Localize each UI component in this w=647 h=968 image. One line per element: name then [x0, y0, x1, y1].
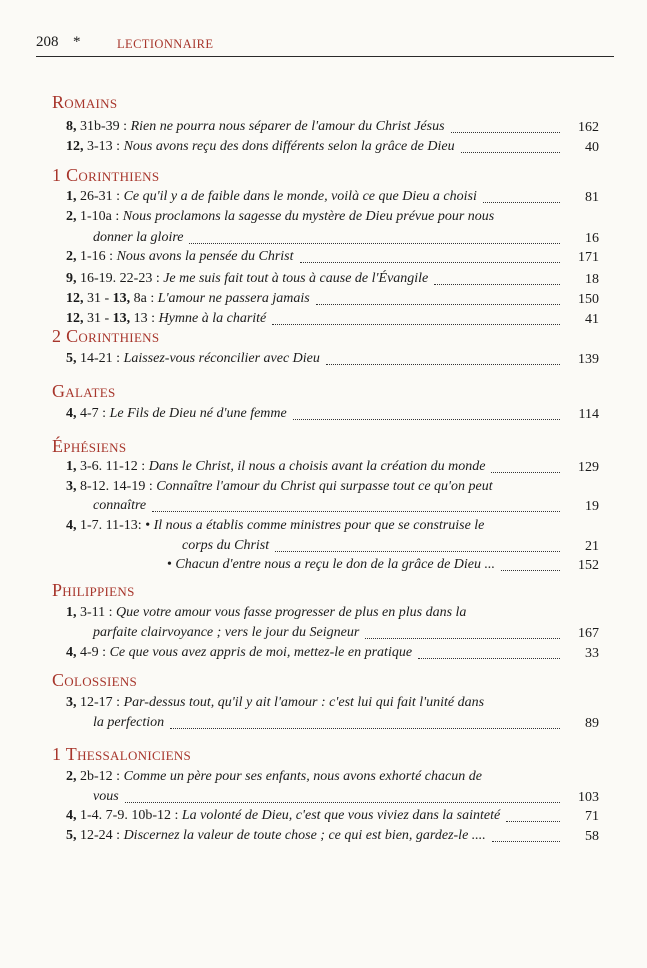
verse-reference: [66, 291, 158, 306]
chapter-number: 2,: [66, 769, 77, 784]
page-reference: 41: [585, 312, 599, 327]
reading-title: L'amour ne passera jamais: [157, 291, 310, 306]
dot-leader: [189, 243, 560, 244]
chapter-number: 3,: [66, 479, 77, 494]
entry-line: [66, 290, 310, 308]
reading-title-continued: vous: [93, 789, 119, 804]
page-reference: 171: [578, 250, 599, 265]
chapter-number: 9,: [66, 271, 77, 286]
reading-title-continued: parfaite clairvoyance ; vers le jour du Seigneur: [93, 625, 360, 640]
page-reference: 21: [585, 539, 599, 554]
dot-leader: [418, 658, 560, 659]
chapter-number: 12,: [66, 291, 84, 306]
reading-title: Discernez la valeur de toute chose ; ce qui est bien, gardez-le ....: [123, 828, 486, 843]
verse-range: 3-13 :: [83, 139, 124, 154]
reading-title: Laissez-vous réconcilier avec Dieu: [123, 351, 320, 366]
entry-line: [66, 458, 485, 476]
verse-reference: [66, 605, 116, 620]
reading-title-continued: donner la gloire: [93, 230, 184, 245]
entry-line-continued: [93, 497, 146, 515]
reading-title-continued: la perfection: [93, 715, 165, 730]
verse-reference: [66, 645, 110, 660]
verse-range: 14-21 :: [76, 351, 124, 366]
page-reference: 114: [578, 407, 599, 422]
entry-line: [66, 604, 466, 622]
page-reference: 40: [585, 140, 599, 155]
section-title: Colossiens: [52, 670, 138, 690]
verse-range: 31b-39 :: [76, 119, 131, 134]
reading-title: Ce que vous avez appris de moi, mettez-le en pratique: [109, 645, 413, 660]
reading-title-continued: corps du Christ: [182, 538, 270, 553]
page-reference: 150: [578, 292, 599, 307]
dot-leader: [152, 511, 560, 512]
reading-title: Que votre amour vous fasse progresser de plus en plus dans la: [116, 605, 467, 620]
entry-line: [66, 118, 445, 136]
reading-title: Comme un père pour ses enfants, nous avons exhorté chacun de: [123, 769, 482, 784]
chapter-number: 1,: [66, 189, 77, 204]
verse-reference: [66, 189, 124, 204]
verse-range: 4-7 :: [76, 406, 110, 421]
verse-reference: [66, 459, 149, 474]
entry-line: [167, 556, 495, 574]
page-reference: 162: [578, 120, 599, 135]
chapter-number: 4,: [66, 518, 77, 533]
entry-line: [66, 350, 320, 368]
verse-range: 12-24 :: [76, 828, 124, 843]
page-reference: 89: [585, 716, 599, 731]
chapter-number: 4,: [66, 808, 77, 823]
page-reference: 71: [585, 809, 599, 824]
entry-line: [66, 644, 412, 662]
page-reference: 81: [585, 190, 599, 205]
chapter-number: 2,: [66, 209, 77, 224]
entry-line: [66, 248, 294, 266]
verse-reference: [66, 695, 124, 710]
entry-line: [66, 807, 500, 825]
verse-range: 1-7. 11-13:: [76, 518, 146, 533]
verse-reference: [66, 249, 117, 264]
verse-range: 12-17 :: [76, 695, 124, 710]
reading-title: Ce qu'il y a de faible dans le monde, voilà ce que Dieu a choisi: [123, 189, 477, 204]
reading-title-continued: connaître: [93, 498, 147, 513]
chapter-number: 4,: [66, 406, 77, 421]
verse-range: 8-12. 14-19 :: [76, 479, 157, 494]
verse-range: 31 -: [83, 311, 113, 326]
reading-title: Chacun d'entre nous a reçu le don de la grâce de Dieu ...: [175, 557, 496, 572]
verse-reference: [66, 518, 145, 533]
page-reference: 16: [585, 231, 599, 246]
page-reference: 152: [578, 558, 599, 573]
verse-range: 1-10a :: [76, 209, 123, 224]
verse-range: 8a :: [130, 291, 158, 306]
reading-title: Rien ne pourra nous séparer de l'amour du Christ Jésus: [130, 119, 445, 134]
chapter-number: 1,: [66, 605, 77, 620]
verse-reference: [66, 119, 131, 134]
chapter-number: 13,: [112, 311, 131, 326]
bullet: •: [167, 557, 172, 572]
dot-leader: [434, 284, 560, 285]
section-title: 1 Corinthiens: [52, 165, 160, 185]
dot-leader: [272, 324, 560, 325]
page-reference: 58: [585, 829, 599, 844]
entry-line: [66, 270, 428, 288]
page-reference: 167: [578, 626, 599, 641]
reading-title: Par-dessus tout, qu'il y ait l'amour : c'est lui qui fait l'unité dans: [123, 695, 485, 710]
bullet: •: [145, 518, 151, 533]
section-title: Romains: [52, 92, 118, 112]
reading-title: Je me suis fait tout à tous à cause de l'Évangile: [163, 271, 429, 286]
verse-range: 3-11 :: [76, 605, 117, 620]
verse-range: 2b-12 :: [76, 769, 124, 784]
entry-line: [66, 694, 484, 712]
verse-range: 1-4. 7-9. 10b-12 :: [76, 808, 182, 823]
verse-range: 4-9 :: [76, 645, 110, 660]
verse-reference: [66, 769, 124, 784]
entry-line-continued: [93, 788, 119, 806]
entry-line-continued: [93, 714, 164, 732]
verse-range: 1-16 :: [76, 249, 117, 264]
chapter-number: 3,: [66, 695, 77, 710]
dot-leader: [483, 202, 560, 203]
section-title: Philippiens: [52, 580, 135, 600]
verse-reference: [66, 808, 182, 823]
star-mark: *: [73, 34, 81, 50]
reading-title: Nous avons la pensée du Christ: [116, 249, 294, 264]
chapter-number: 8,: [66, 119, 77, 134]
entry-line: [66, 138, 455, 156]
section-title: Éphésiens: [52, 436, 127, 456]
chapter-number: 5,: [66, 828, 77, 843]
chapter-number: 2,: [66, 249, 77, 264]
chapter-number: 12,: [66, 311, 84, 326]
dot-leader: [492, 841, 560, 842]
section-title: 2 Corinthiens: [52, 326, 160, 346]
dot-leader: [170, 728, 560, 729]
chapter-number: 1,: [66, 459, 77, 474]
verse-range: 31 -: [83, 291, 113, 306]
entry-line: [66, 405, 287, 423]
dot-leader: [293, 419, 560, 420]
verse-reference: [66, 311, 159, 326]
verse-range: 13 :: [130, 311, 159, 326]
dot-leader: [125, 802, 560, 803]
verse-reference: [66, 139, 124, 154]
reading-title: Le Fils de Dieu né d'une femme: [109, 406, 287, 421]
dot-leader: [501, 570, 560, 571]
page-reference: 19: [585, 499, 599, 514]
page-reference: 129: [578, 460, 599, 475]
verse-reference: [66, 351, 124, 366]
reading-title: Connaître l'amour du Christ qui surpasse tout ce qu'on peut: [156, 479, 493, 494]
section-title: 1 Thessaloniciens: [52, 744, 192, 764]
dot-leader: [275, 551, 560, 552]
verse-range: 16-19. 22-23 :: [76, 271, 164, 286]
page-header: [36, 30, 614, 57]
reading-title: Nous proclamons la sagesse du mystère de Dieu prévue pour nous: [122, 209, 495, 224]
dot-leader: [365, 638, 560, 639]
dot-leader: [506, 821, 560, 822]
entry-line: [66, 478, 493, 496]
verse-reference: [66, 479, 156, 494]
entry-line: [66, 517, 484, 535]
entry-line: [66, 768, 482, 786]
dot-leader: [326, 364, 560, 365]
entry-line: [66, 188, 477, 206]
section-title: Galates: [52, 381, 116, 401]
reading-title: Hymne à la charité: [158, 311, 267, 326]
entry-line: [66, 827, 486, 845]
chapter-number: 5,: [66, 351, 77, 366]
dot-leader: [316, 304, 560, 305]
verse-reference: [66, 271, 163, 286]
page-reference: 33: [585, 646, 599, 661]
verse-range: 3-6. 11-12 :: [76, 459, 149, 474]
verse-reference: [66, 406, 110, 421]
reading-title: Nous avons reçu des dons différents selon la grâce de Dieu: [123, 139, 455, 154]
page-number: 208: [36, 34, 59, 50]
page-reference: 139: [578, 352, 599, 367]
page-reference: 103: [578, 790, 599, 805]
reading-title: Il nous a établis comme ministres pour que se construise le: [153, 518, 485, 533]
running-title: LECTIONNAIRE: [117, 37, 214, 51]
dot-leader: [451, 132, 560, 133]
verse-range: 26-31 :: [76, 189, 124, 204]
chapter-number: 12,: [66, 139, 84, 154]
entry-line-continued: [93, 229, 183, 247]
verse-reference: [66, 209, 123, 224]
chapter-number: 4,: [66, 645, 77, 660]
verse-reference: [66, 828, 124, 843]
reading-title: La volonté de Dieu, c'est que vous viviez dans la sainteté: [181, 808, 501, 823]
entry-line-continued: [93, 624, 359, 642]
dot-leader: [300, 262, 560, 263]
page-reference: 18: [585, 272, 599, 287]
dot-leader: [461, 152, 560, 153]
chapter-number: 13,: [112, 291, 131, 306]
dot-leader: [491, 472, 560, 473]
entry-line: [66, 208, 494, 226]
entry-line-continued: [182, 537, 269, 555]
reading-title: Dans le Christ, il nous a choisis avant la création du monde: [148, 459, 486, 474]
